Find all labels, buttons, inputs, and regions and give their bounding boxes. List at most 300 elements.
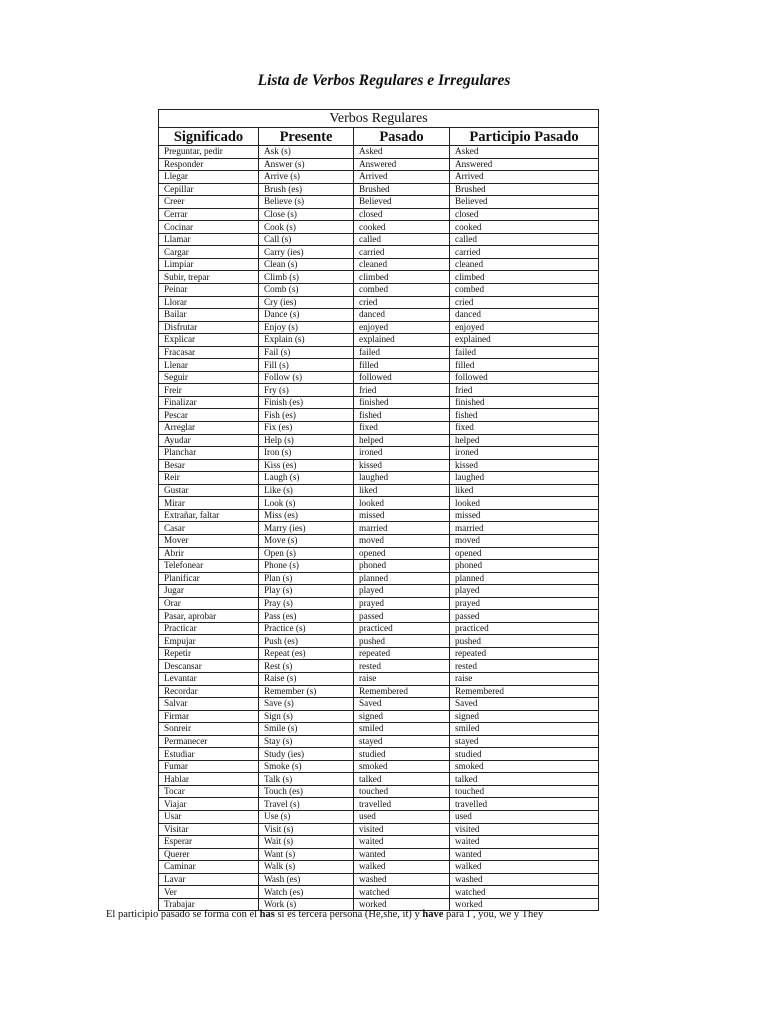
cell-pasado: followed <box>354 371 450 384</box>
cell-significado: Reir <box>159 472 259 485</box>
cell-pasado: laughed <box>354 472 450 485</box>
table-row <box>159 672 599 685</box>
cell-presente: Raise (s) <box>259 672 354 685</box>
cell-presente: Marry (ies) <box>259 522 354 535</box>
table-body <box>159 146 599 911</box>
cell-significado: Querer <box>159 848 259 861</box>
cell-significado: Llamar <box>159 233 259 246</box>
cell-significado: Explicar <box>159 334 259 347</box>
cell-pasado: prayed <box>354 597 450 610</box>
cell-participio: stayed <box>450 735 599 748</box>
cell-significado: Salvar <box>159 698 259 711</box>
table-row <box>159 798 599 811</box>
cell-participio: walked <box>450 861 599 874</box>
cell-presente: Wait (s) <box>259 836 354 849</box>
cell-significado: Besar <box>159 459 259 472</box>
cell-significado: Gustar <box>159 484 259 497</box>
cell-presente: Cook (s) <box>259 221 354 234</box>
table-row <box>159 258 599 271</box>
table-row <box>159 861 599 874</box>
table-row <box>159 660 599 673</box>
cell-presente: Ask (s) <box>259 146 354 159</box>
cell-pasado: Asked <box>354 146 450 159</box>
cell-pasado: talked <box>354 773 450 786</box>
table-row <box>159 309 599 322</box>
cell-presente: Explain (s) <box>259 334 354 347</box>
cell-significado: Lavar <box>159 873 259 886</box>
cell-presente: Close (s) <box>259 208 354 221</box>
cell-significado: Usar <box>159 810 259 823</box>
table-row <box>159 396 599 409</box>
cell-pasado: kissed <box>354 459 450 472</box>
cell-presente: Watch (es) <box>259 886 354 899</box>
cell-significado: Finalizar <box>159 396 259 409</box>
cell-participio: ironed <box>450 447 599 460</box>
cell-pasado: closed <box>354 208 450 221</box>
table-row <box>159 647 599 660</box>
cell-presente: Smoke (s) <box>259 760 354 773</box>
cell-pasado: combed <box>354 284 450 297</box>
cell-significado: Cerrar <box>159 208 259 221</box>
cell-participio: danced <box>450 309 599 322</box>
footnote-text-3: para I , you, we y They <box>443 909 544 920</box>
cell-presente: Pass (es) <box>259 610 354 623</box>
cell-presente: Study (ies) <box>259 748 354 761</box>
cell-presente: Repeat (es) <box>259 647 354 660</box>
cell-participio: touched <box>450 785 599 798</box>
table-row <box>159 698 599 711</box>
cell-pasado: helped <box>354 434 450 447</box>
cell-presente: Believe (s) <box>259 196 354 209</box>
footnote <box>106 909 706 920</box>
table-row <box>159 422 599 435</box>
table-row <box>159 246 599 259</box>
cell-pasado: danced <box>354 309 450 322</box>
cell-significado: Pasar, aprobar <box>159 610 259 623</box>
cell-participio: laughed <box>450 472 599 485</box>
cell-participio: travelled <box>450 798 599 811</box>
cell-pasado: washed <box>354 873 450 886</box>
cell-participio: washed <box>450 873 599 886</box>
cell-pasado: played <box>354 585 450 598</box>
cell-participio: waited <box>450 836 599 849</box>
cell-presente: Move (s) <box>259 534 354 547</box>
cell-presente: Walk (s) <box>259 861 354 874</box>
cell-pasado: married <box>354 522 450 535</box>
cell-pasado: visited <box>354 823 450 836</box>
cell-pasado: Remembered <box>354 685 450 698</box>
cell-significado: Seguir <box>159 371 259 384</box>
table-row <box>159 723 599 736</box>
table-row <box>159 735 599 748</box>
cell-participio: explained <box>450 334 599 347</box>
cell-participio: rested <box>450 660 599 673</box>
cell-significado: Estudiar <box>159 748 259 761</box>
cell-significado: Cepillar <box>159 183 259 196</box>
cell-significado: Planificar <box>159 572 259 585</box>
cell-presente: Miss (es) <box>259 509 354 522</box>
cell-presente: Arrive (s) <box>259 171 354 184</box>
cell-pasado: studied <box>354 748 450 761</box>
cell-significado: Empujar <box>159 635 259 648</box>
cell-pasado: signed <box>354 710 450 723</box>
cell-participio: Brushed <box>450 183 599 196</box>
cell-presente: Stay (s) <box>259 735 354 748</box>
cell-presente: Push (es) <box>259 635 354 648</box>
table-row <box>159 359 599 372</box>
cell-pasado: waited <box>354 836 450 849</box>
cell-significado: Creer <box>159 196 259 209</box>
header-presente: Presente <box>259 128 354 146</box>
table-row <box>159 284 599 297</box>
table-row <box>159 497 599 510</box>
cell-presente: Like (s) <box>259 484 354 497</box>
cell-presente: Talk (s) <box>259 773 354 786</box>
table-row <box>159 484 599 497</box>
cell-pasado: explained <box>354 334 450 347</box>
cell-significado: Freir <box>159 384 259 397</box>
cell-participio: used <box>450 810 599 823</box>
cell-participio: repeated <box>450 647 599 660</box>
cell-significado: Preguntar, pedir <box>159 146 259 159</box>
cell-pasado: fixed <box>354 422 450 435</box>
table-row <box>159 409 599 422</box>
cell-presente: Open (s) <box>259 547 354 560</box>
table-row <box>159 710 599 723</box>
cell-pasado: climbed <box>354 271 450 284</box>
cell-presente: Travel (s) <box>259 798 354 811</box>
table-row <box>159 208 599 221</box>
cell-significado: Practicar <box>159 622 259 635</box>
cell-presente: Look (s) <box>259 497 354 510</box>
table-row <box>159 233 599 246</box>
cell-participio: raise <box>450 672 599 685</box>
table-row <box>159 773 599 786</box>
cell-pasado: used <box>354 810 450 823</box>
cell-presente: Fix (es) <box>259 422 354 435</box>
cell-pasado: cried <box>354 296 450 309</box>
cell-significado: Arreglar <box>159 422 259 435</box>
cell-participio: fished <box>450 409 599 422</box>
cell-significado: Mirar <box>159 497 259 510</box>
table-row <box>159 434 599 447</box>
table-row <box>159 146 599 159</box>
header-significado: Significado <box>159 128 259 146</box>
table-row <box>159 785 599 798</box>
table-header-row <box>159 128 599 146</box>
table-row <box>159 597 599 610</box>
cell-significado: Orar <box>159 597 259 610</box>
cell-presente: Iron (s) <box>259 447 354 460</box>
table-row <box>159 848 599 861</box>
cell-significado: Ayudar <box>159 434 259 447</box>
cell-presente: Cry (ies) <box>259 296 354 309</box>
cell-participio: filled <box>450 359 599 372</box>
table-row <box>159 823 599 836</box>
cell-presente: Follow (s) <box>259 371 354 384</box>
cell-participio: visited <box>450 823 599 836</box>
cell-significado: Fracasar <box>159 346 259 359</box>
cell-significado: Peinar <box>159 284 259 297</box>
cell-significado: Disfrutar <box>159 321 259 334</box>
table-row <box>159 748 599 761</box>
footnote-has: has <box>259 909 275 920</box>
cell-participio: pushed <box>450 635 599 648</box>
cell-pasado: filled <box>354 359 450 372</box>
cell-significado: Esperar <box>159 836 259 849</box>
cell-pasado: Arrived <box>354 171 450 184</box>
cell-significado: Llegar <box>159 171 259 184</box>
cell-presente: Help (s) <box>259 434 354 447</box>
cell-significado: Tocar <box>159 785 259 798</box>
cell-pasado: phoned <box>354 560 450 573</box>
cell-significado: Abrir <box>159 547 259 560</box>
table-row <box>159 585 599 598</box>
cell-participio: Believed <box>450 196 599 209</box>
table-row <box>159 346 599 359</box>
cell-presente: Smile (s) <box>259 723 354 736</box>
table-row <box>159 836 599 849</box>
table-row <box>159 296 599 309</box>
table-row <box>159 271 599 284</box>
cell-pasado: stayed <box>354 735 450 748</box>
cell-presente: Brush (es) <box>259 183 354 196</box>
table-row <box>159 158 599 171</box>
cell-pasado: Answered <box>354 158 450 171</box>
cell-significado: Extrañar, faltar <box>159 509 259 522</box>
cell-significado: Cocinar <box>159 221 259 234</box>
cell-participio: carried <box>450 246 599 259</box>
cell-participio: fried <box>450 384 599 397</box>
cell-presente: Practice (s) <box>259 622 354 635</box>
cell-participio: fixed <box>450 422 599 435</box>
cell-significado: Descansar <box>159 660 259 673</box>
cell-pasado: touched <box>354 785 450 798</box>
cell-pasado: finished <box>354 396 450 409</box>
table-row <box>159 886 599 899</box>
table-row <box>159 873 599 886</box>
cell-pasado: travelled <box>354 798 450 811</box>
cell-pasado: pushed <box>354 635 450 648</box>
cell-significado: Subir, trepar <box>159 271 259 284</box>
cell-presente: Work (s) <box>259 898 354 911</box>
cell-significado: Limpiar <box>159 258 259 271</box>
cell-participio: looked <box>450 497 599 510</box>
table-row <box>159 221 599 234</box>
cell-presente: Fail (s) <box>259 346 354 359</box>
cell-participio: helped <box>450 434 599 447</box>
cell-participio: opened <box>450 547 599 560</box>
cell-significado: Pescar <box>159 409 259 422</box>
cell-participio: cleaned <box>450 258 599 271</box>
cell-presente: Climb (s) <box>259 271 354 284</box>
cell-significado: Cargar <box>159 246 259 259</box>
table-row <box>159 509 599 522</box>
cell-participio: enjoyed <box>450 321 599 334</box>
cell-presente: Dance (s) <box>259 309 354 322</box>
cell-presente: Clean (s) <box>259 258 354 271</box>
cell-significado: Llorar <box>159 296 259 309</box>
cell-participio: failed <box>450 346 599 359</box>
cell-presente: Play (s) <box>259 585 354 598</box>
cell-pasado: smoked <box>354 760 450 773</box>
cell-significado: Permanecer <box>159 735 259 748</box>
table-row <box>159 447 599 460</box>
cell-participio: phoned <box>450 560 599 573</box>
cell-presente: Touch (es) <box>259 785 354 798</box>
cell-pasado: repeated <box>354 647 450 660</box>
footnote-text-1: El participio pasado se forma con el <box>106 909 260 920</box>
table-row <box>159 321 599 334</box>
cell-presente: Rest (s) <box>259 660 354 673</box>
cell-presente: Phone (s) <box>259 560 354 573</box>
table-row <box>159 183 599 196</box>
cell-participio: signed <box>450 710 599 723</box>
cell-presente: Use (s) <box>259 810 354 823</box>
cell-participio: wanted <box>450 848 599 861</box>
cell-pasado: missed <box>354 509 450 522</box>
cell-participio: watched <box>450 886 599 899</box>
table-row <box>159 384 599 397</box>
cell-presente: Pray (s) <box>259 597 354 610</box>
cell-pasado: fried <box>354 384 450 397</box>
cell-participio: prayed <box>450 597 599 610</box>
cell-participio: Asked <box>450 146 599 159</box>
cell-significado: Viajar <box>159 798 259 811</box>
table-row <box>159 610 599 623</box>
cell-significado: Planchar <box>159 447 259 460</box>
cell-significado: Caminar <box>159 861 259 874</box>
cell-significado: Trabajar <box>159 898 259 911</box>
cell-presente: Fish (es) <box>259 409 354 422</box>
cell-pasado: enjoyed <box>354 321 450 334</box>
table-row <box>159 685 599 698</box>
cell-participio: worked <box>450 898 599 911</box>
cell-presente: Enjoy (s) <box>259 321 354 334</box>
cell-participio: passed <box>450 610 599 623</box>
cell-pasado: fished <box>354 409 450 422</box>
table-row <box>159 572 599 585</box>
document-title: Lista de Verbos Regulares e Irregulares <box>257 72 511 89</box>
table-caption-row <box>159 110 599 128</box>
table-row <box>159 171 599 184</box>
cell-significado: Firmar <box>159 710 259 723</box>
cell-pasado: worked <box>354 898 450 911</box>
cell-presente: Fry (s) <box>259 384 354 397</box>
cell-pasado: passed <box>354 610 450 623</box>
cell-pasado: practiced <box>354 622 450 635</box>
cell-significado: Fumar <box>159 760 259 773</box>
cell-presente: Fill (s) <box>259 359 354 372</box>
cell-significado: Telefonear <box>159 560 259 573</box>
cell-presente: Sign (s) <box>259 710 354 723</box>
cell-significado: Repetir <box>159 647 259 660</box>
cell-pasado: Saved <box>354 698 450 711</box>
table-row <box>159 196 599 209</box>
header-pasado: Pasado <box>354 128 450 146</box>
cell-pasado: raise <box>354 672 450 685</box>
cell-significado: Bailar <box>159 309 259 322</box>
cell-significado: Responder <box>159 158 259 171</box>
cell-pasado: wanted <box>354 848 450 861</box>
cell-presente: Want (s) <box>259 848 354 861</box>
cell-pasado: cleaned <box>354 258 450 271</box>
table-row <box>159 760 599 773</box>
table-row <box>159 635 599 648</box>
cell-significado: Levantar <box>159 672 259 685</box>
cell-participio: climbed <box>450 271 599 284</box>
table-row <box>159 534 599 547</box>
cell-presente: Plan (s) <box>259 572 354 585</box>
cell-presente: Wash (es) <box>259 873 354 886</box>
cell-pasado: moved <box>354 534 450 547</box>
cell-participio: followed <box>450 371 599 384</box>
cell-participio: smoked <box>450 760 599 773</box>
cell-participio: cooked <box>450 221 599 234</box>
cell-presente: Answer (s) <box>259 158 354 171</box>
cell-participio: Arrived <box>450 171 599 184</box>
cell-significado: Sonreir <box>159 723 259 736</box>
cell-participio: called <box>450 233 599 246</box>
cell-pasado: planned <box>354 572 450 585</box>
table-caption: Verbos Regulares <box>159 110 599 128</box>
cell-pasado: carried <box>354 246 450 259</box>
cell-significado: Ver <box>159 886 259 899</box>
cell-pasado: smiled <box>354 723 450 736</box>
table-row <box>159 622 599 635</box>
table-row <box>159 472 599 485</box>
cell-participio: smiled <box>450 723 599 736</box>
cell-participio: closed <box>450 208 599 221</box>
cell-presente: Finish (es) <box>259 396 354 409</box>
cell-presente: Save (s) <box>259 698 354 711</box>
header-participio-pasado: Participio Pasado <box>450 128 599 146</box>
cell-participio: practiced <box>450 622 599 635</box>
cell-participio: Remembered <box>450 685 599 698</box>
cell-participio: cried <box>450 296 599 309</box>
table-row <box>159 560 599 573</box>
cell-participio: combed <box>450 284 599 297</box>
cell-pasado: failed <box>354 346 450 359</box>
table-row <box>159 522 599 535</box>
cell-participio: missed <box>450 509 599 522</box>
cell-pasado: ironed <box>354 447 450 460</box>
cell-participio: kissed <box>450 459 599 472</box>
cell-participio: married <box>450 522 599 535</box>
cell-presente: Visit (s) <box>259 823 354 836</box>
cell-pasado: called <box>354 233 450 246</box>
regular-verbs-table <box>158 109 599 911</box>
cell-participio: liked <box>450 484 599 497</box>
cell-presente: Remember (s) <box>259 685 354 698</box>
cell-pasado: looked <box>354 497 450 510</box>
cell-pasado: rested <box>354 660 450 673</box>
table-row <box>159 334 599 347</box>
cell-pasado: watched <box>354 886 450 899</box>
cell-participio: studied <box>450 748 599 761</box>
cell-participio: played <box>450 585 599 598</box>
cell-participio: talked <box>450 773 599 786</box>
cell-participio: moved <box>450 534 599 547</box>
cell-pasado: Believed <box>354 196 450 209</box>
cell-pasado: Brushed <box>354 183 450 196</box>
cell-presente: Kiss (es) <box>259 459 354 472</box>
cell-presente: Call (s) <box>259 233 354 246</box>
cell-pasado: walked <box>354 861 450 874</box>
cell-significado: Casar <box>159 522 259 535</box>
cell-participio: Saved <box>450 698 599 711</box>
footnote-have: have <box>422 909 444 920</box>
